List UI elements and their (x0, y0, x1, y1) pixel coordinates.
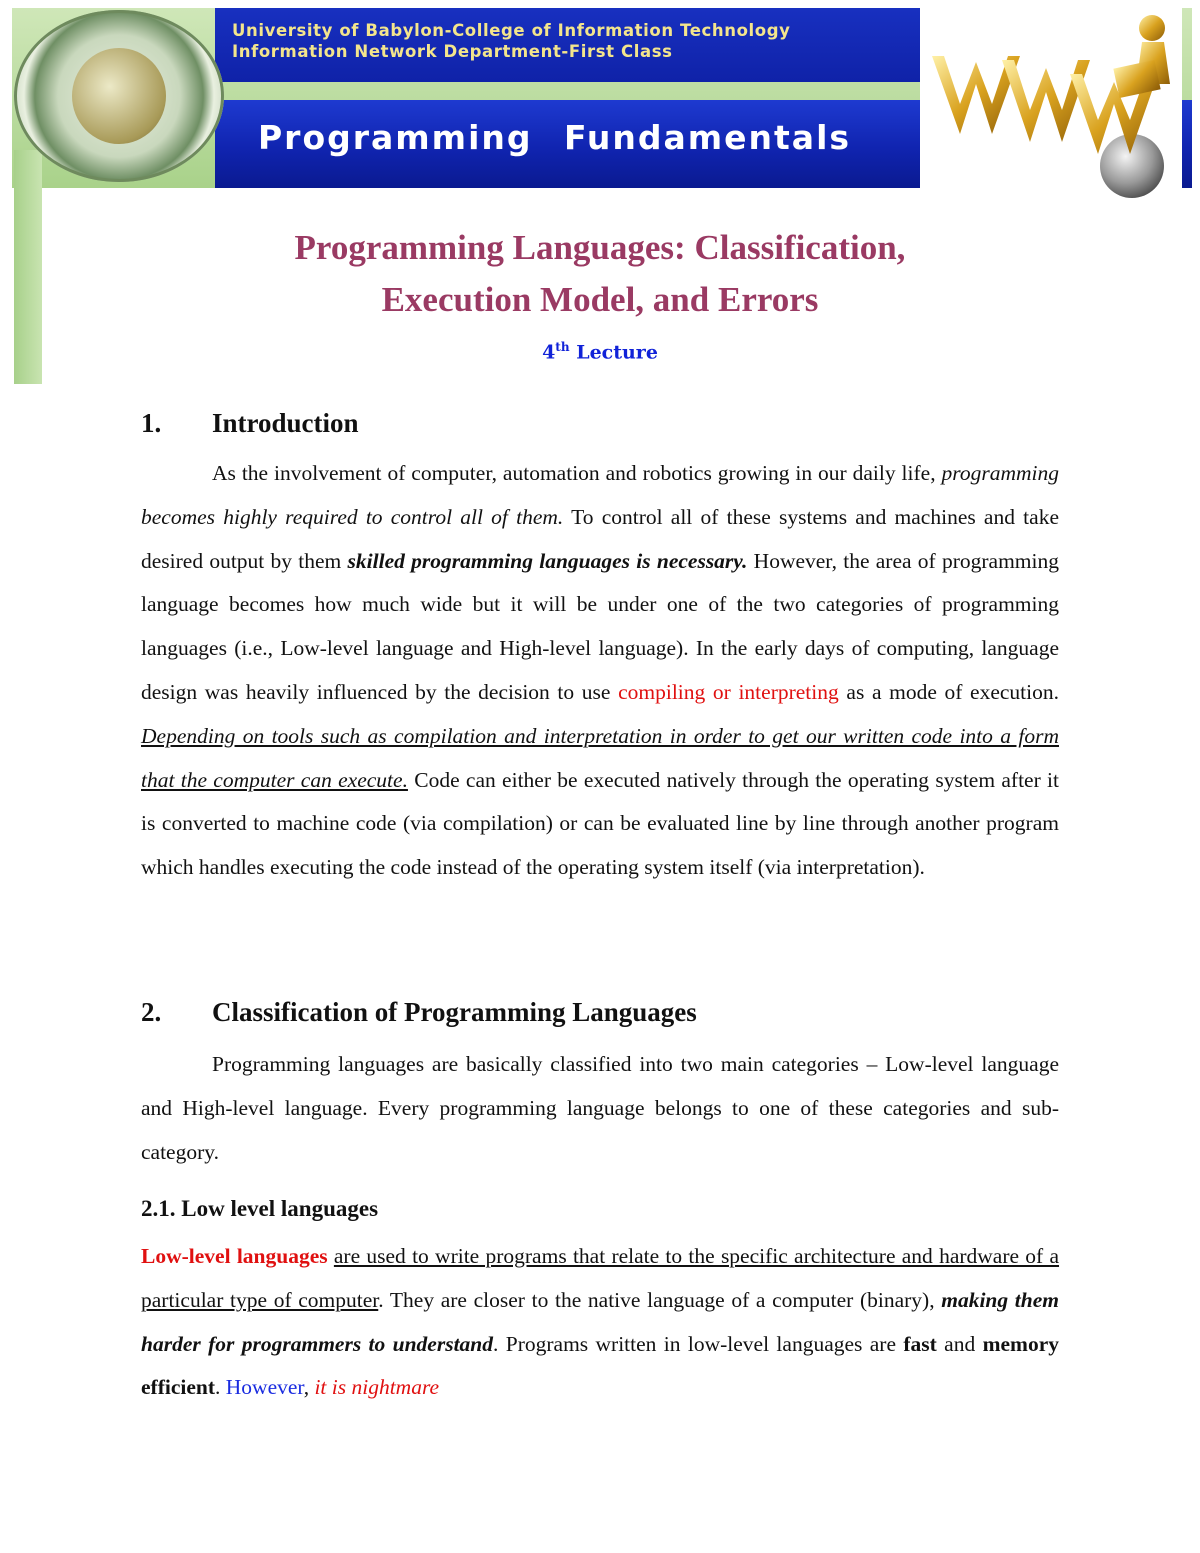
lecture-ordinal-suffix: th (555, 340, 570, 354)
intro-text-5: Code can either be executed natively through the operating system after it is converted to machine code (via compilation) or can be evaluated line by line through another program which handles executing the code instead of the operating system itself (via interpretation). (141, 767, 1059, 880)
section-title: Classification of Programming Languages (212, 997, 697, 1027)
low-level-emphasis: making them harder for programmers to understand (141, 1287, 1059, 1356)
intro-text-3: However, the area of programming language becomes how much wide but it will be under one of the two categories of programming languages (i.e., Low-level language and High-level language). In the early days of computing, language design was heavily influenced by the decision to use (141, 548, 1059, 704)
classification-text: Programming languages are basically classified into two main categories – Low-level language and High-level language. Every programming language belongs to one of these categories and sub-category. (141, 1052, 1059, 1164)
course-title: Programming Fundamentals (258, 118, 852, 157)
document-title-line-1: Programming Languages: Classification, (294, 228, 906, 267)
lecture-label (0, 340, 1200, 363)
intro-text-underlined: Depending on tools such as compilation and interpretation in order to get our written code into a form that the computer can execute. (141, 723, 1059, 792)
lecture-word: Lecture (576, 341, 658, 364)
lecture-number: 4 (542, 341, 556, 364)
low-level-text-1: . They are closer to the native language of a computer (binary), (378, 1287, 942, 1312)
low-level-however: However (225, 1375, 304, 1400)
department-name: Information Network Department-First Class (232, 42, 673, 61)
section-heading-introduction (141, 408, 359, 439)
low-level-text-2: . Programs written in low-level languages are (493, 1331, 904, 1356)
introduction-paragraph (141, 452, 1059, 890)
low-level-fast: fast (903, 1331, 937, 1356)
section-title: Introduction (212, 408, 359, 438)
intro-text-highlight: compiling or interpreting (618, 679, 839, 704)
low-level-memory-efficient: memory efficient (141, 1331, 1059, 1400)
section-heading-classification (141, 997, 697, 1028)
intro-text-1: As the involvement of computer, automation and robotics growing in our daily life, (212, 461, 936, 485)
seal-emblem-icon (72, 48, 166, 144)
low-level-term: Low-level languages (141, 1244, 328, 1268)
low-level-paragraph: Low-level languages are used to write programs that relate to the specific architecture and hardware of a particular type of computer. They are closer to the native language of a computer (binary), making them harder for programmers to understand. Programs written in low-level languages are fast and memory efficient. However, it is nightmare (141, 1244, 1060, 1400)
document-title (0, 222, 1200, 326)
subsection-heading-low-level: 2.1. Low level languages (141, 1196, 379, 1221)
low-level-underlined: are used to write programs that relate to the specific architecture and hardware of a particular type of computer (141, 1244, 1060, 1312)
intro-text-4: as a mode of execution. (838, 679, 1060, 704)
low-level-nightmare: it is nightmare (314, 1375, 440, 1400)
intro-text-emphasis: programming becomes highly required to control all of them. (141, 461, 1059, 529)
intro-text-2: To control all of these systems and machines and take desired output by them (141, 504, 1059, 573)
header-banner (0, 0, 1200, 390)
www-globe-figure-icon (920, 4, 1182, 200)
intro-text-strong: skilled programming languages is necessary. (347, 548, 748, 573)
section-number: 2. (141, 997, 162, 1027)
classification-paragraph (141, 1043, 1059, 1174)
college-seal-logo (14, 10, 224, 182)
section-number: 1. (141, 408, 162, 438)
document-title-line-2: Execution Model, and Errors (381, 280, 819, 319)
university-name: University of Babylon-College of Information Technology (232, 21, 791, 40)
